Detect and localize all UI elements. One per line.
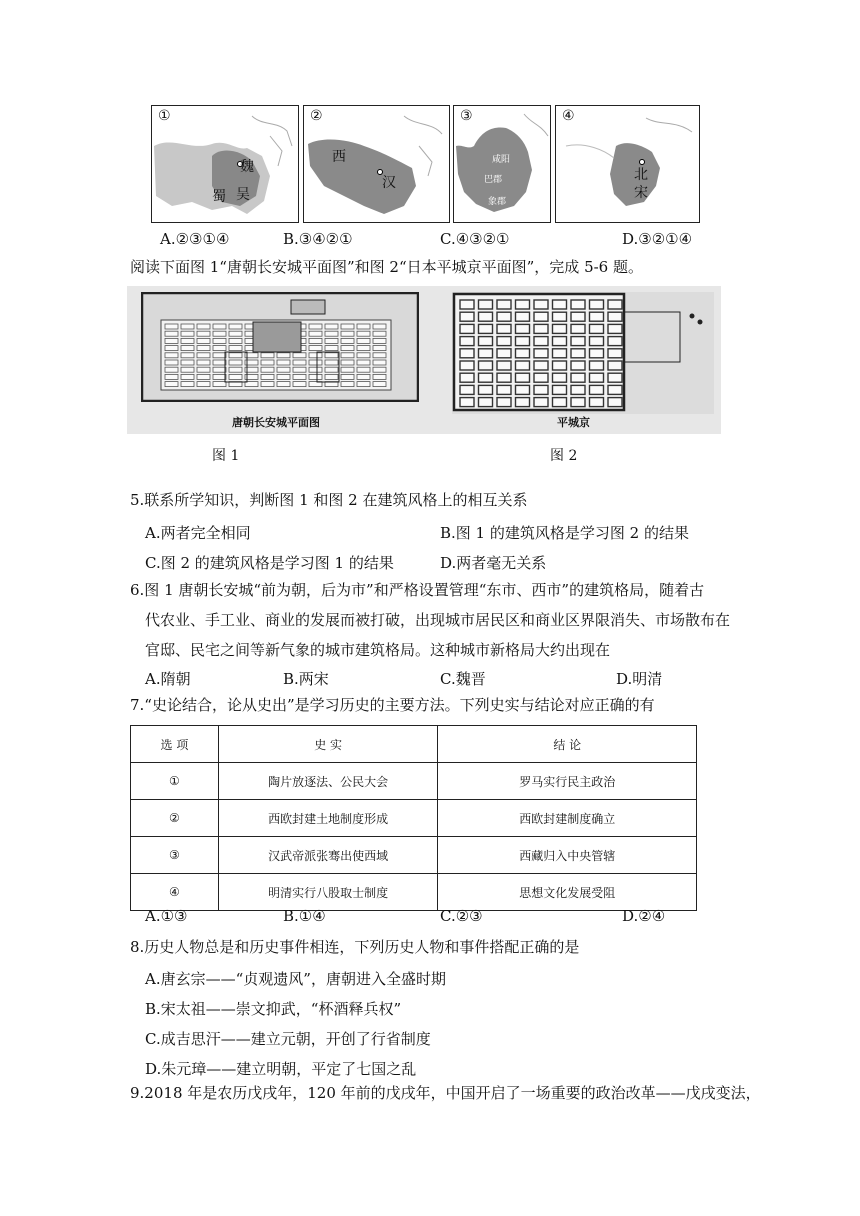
q7-option-b[interactable]: B.①④: [283, 907, 326, 925]
map-label: 蜀: [212, 189, 226, 205]
table-row: [131, 837, 697, 874]
figure1-caption: 图 1: [212, 448, 240, 464]
figure1-title: 唐朝长安城平面图: [232, 416, 320, 429]
q4-option-a[interactable]: A.②③①④: [160, 230, 230, 248]
column-header: 选 项: [131, 726, 219, 763]
map-number: ①: [158, 108, 171, 124]
map-label: 象郡: [488, 197, 507, 207]
q6-option-c[interactable]: C.魏晋: [440, 670, 486, 688]
q6-option-b[interactable]: B.两宋: [283, 670, 329, 688]
q5-option-c[interactable]: C.图 2 的建筑风格是学习图 1 的结果: [145, 554, 394, 572]
q4-option-c[interactable]: C.④③②①: [440, 230, 510, 248]
column-header: 结 论: [438, 726, 697, 763]
map-number: ④: [562, 108, 575, 124]
map-label: 吴: [236, 187, 250, 203]
map-1: [151, 105, 299, 223]
table-cell: 罗马实行民主政治: [438, 763, 697, 800]
q7-option-d[interactable]: D.②④: [622, 907, 666, 925]
table-cell: 西欧封建土地制度形成: [218, 800, 438, 837]
table-cell: 西欧封建制度确立: [438, 800, 697, 837]
changan-plan: [141, 292, 419, 402]
q8-stem: 8.历史人物总是和历史事件相连，下列历史人物和事件搭配正确的是: [130, 938, 580, 956]
figure2-title: 平城京: [557, 416, 590, 429]
q4-option-d[interactable]: D.③②①④: [622, 230, 693, 248]
q7-table: [130, 725, 697, 911]
q5-stem: 5.联系所学知识，判断图 1 和图 2 在建筑风格上的相互关系: [130, 491, 528, 509]
map-label: 西: [332, 149, 346, 165]
q8-option-c[interactable]: C.成吉思汗——建立元朝，开创了行省制度: [145, 1030, 431, 1048]
map-label: 魏: [240, 159, 254, 175]
q8-option-d[interactable]: D.朱元璋——建立明朝，平定了七国之乱: [145, 1060, 417, 1078]
q8-option-b[interactable]: B.宋太祖——崇文抑武，“杯酒释兵权”: [145, 1000, 402, 1018]
table-cell: ①: [131, 763, 219, 800]
table-row: [131, 874, 697, 911]
column-header: 史 实: [218, 726, 438, 763]
map-label: 巴郡: [484, 175, 503, 185]
q7-option-c[interactable]: C.②③: [440, 907, 483, 925]
table-cell: 汉武帝派张骞出使西域: [218, 837, 438, 874]
q9-stem: 9.2018 年是农历戊戌年，120 年前的戊戌年，中国开启了一场重要的政治改革——戊戌变法，: [130, 1084, 761, 1102]
q6-stem-line3: 官邸、民宅之间等新气象的城市建筑格局。这种城市新格局大约出现在: [145, 641, 611, 659]
map-number: ③: [460, 108, 473, 124]
map-label: 咸阳: [492, 155, 511, 165]
q5-option-d[interactable]: D.两者毫无关系: [440, 554, 547, 572]
table-cell: 陶片放逐法、公民大会: [218, 763, 438, 800]
map-label: 宋: [634, 185, 648, 201]
q5-option-b[interactable]: B.图 1 的建筑风格是学习图 2 的结果: [440, 524, 689, 542]
map-3: [453, 105, 551, 223]
figures-photo: [127, 286, 721, 434]
map-2: [303, 105, 450, 223]
reading-intro: 阅读下面图 1“唐朝长安城平面图”和图 2“日本平城京平面图”，完成 5-6 题。: [130, 258, 643, 276]
table-cell: 明清实行八股取士制度: [218, 874, 438, 911]
q7-option-a[interactable]: A.①③: [145, 907, 188, 925]
table-cell: ②: [131, 800, 219, 837]
q5-option-a[interactable]: A.两者完全相同: [145, 524, 251, 542]
q4-option-b[interactable]: B.③④②①: [283, 230, 353, 248]
q7-stem: 7.“史论结合，论从史出”是学习历史的主要方法。下列史实与结论对应正确的有: [130, 696, 655, 714]
q6-stem-line2: 代农业、手工业、商业的发展而被打破，出现城市居民区和商业区界限消失、市场散布在: [145, 611, 731, 629]
q6-option-a[interactable]: A.隋朝: [145, 670, 191, 688]
table-cell: ④: [131, 874, 219, 911]
heijo-plan: [452, 292, 714, 414]
q6-stem-line1: 6.图 1 唐朝长安城“前为朝，后为市”和严格设置管理“东市、西市”的建筑格局，随着古: [130, 581, 705, 599]
q6-option-d[interactable]: D.明清: [616, 670, 663, 688]
figure2-caption: 图 2: [550, 448, 578, 464]
table-cell: ③: [131, 837, 219, 874]
table-header-row: [131, 726, 697, 763]
map-number: ②: [310, 108, 323, 124]
map-label: 汉: [382, 175, 396, 191]
table-row: [131, 763, 697, 800]
table-row: [131, 800, 697, 837]
q8-option-a[interactable]: A.唐玄宗——“贞观遗风”，唐朝进入全盛时期: [145, 970, 446, 988]
map-4: [555, 105, 700, 223]
map-label: 北: [634, 167, 648, 183]
table-cell: 思想文化发展受阻: [438, 874, 697, 911]
table-cell: 西藏归入中央管辖: [438, 837, 697, 874]
